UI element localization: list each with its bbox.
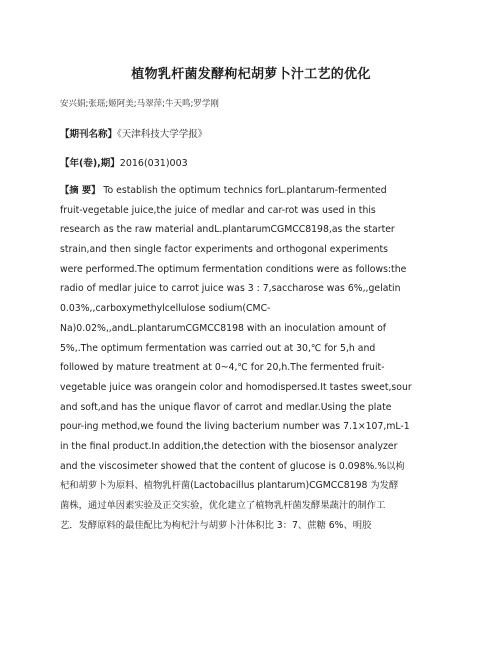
abstract-line	[60, 181, 446, 201]
journal-label: 【期刊名称】	[60, 129, 118, 140]
abstract-line: fruit-vegetable juice,the juice of medlar and car-rot was used in this	[60, 204, 376, 216]
journal-value: 《天津科技大学学报》	[117, 129, 208, 140]
abstract-line: strain,and then single factor experiments and orthogonal experiments	[60, 244, 388, 256]
abstract-line: and the viscosimeter showed that the content of glucose is 0.098%.%以枸	[60, 460, 405, 472]
abstract-line: radio of medlar juice to carrot juice was 3 : 7,saccharose was 6%,,gelatin	[60, 283, 401, 295]
abstract-label: 【摘 要】	[60, 185, 101, 196]
abstract-line-text: To establish the optimum technics forL.plantarum-fermented	[103, 185, 387, 196]
abstract-line: 菌株，通过单因素实验及正交实验，优化建立了植物乳杆菌发酵果蔬汁的制作工	[60, 500, 386, 511]
author-list: 安兴娟;张瑶;姬阿美;马翠萍;牛天鸣;罗学刚	[60, 99, 219, 109]
year-label: 【年(卷),期】	[60, 158, 120, 169]
abstract-line: in the final product.In addition,the detection with the biosensor analyzer	[60, 440, 398, 452]
abstract-line: 5%,.The optimum fermentation was carried out at 30,℃ for 5,h and	[60, 342, 376, 354]
abstract-line: Na)0.02%,,andL.plantarumCGMCC8198 with an inoculation amount of	[60, 322, 387, 334]
abstract-line: research as the raw material andL.plantarumCGMCC8198,as the starter	[60, 224, 395, 236]
year-info	[60, 155, 188, 169]
abstract-line: 艺．发酵原料的最佳配比为枸杞汁与胡萝卜汁体积比 3：7、蔗糖 6%、明胶	[60, 519, 372, 531]
abstract-line: vegetable juice was orangein color and homodispersed.It tastes sweet,sour	[60, 381, 412, 393]
year-value: 2016(031)003	[119, 158, 188, 169]
abstract-line: 杞和胡萝卜为原料、植物乳杆菌(Lactobacillus plantarum)CGMCC8198 为发酵	[60, 480, 399, 492]
abstract-line: and soft,and has the unique flavor of carrot and medlar.Using the plate	[60, 401, 392, 413]
abstract-line: pour-ing method,we found the living bacterium number was 7.1×107,mL-1	[60, 421, 410, 433]
journal-info	[60, 126, 207, 140]
abstract-line: followed by mature treatment at 0~4,℃ for 20,h.The fermented fruit-	[60, 362, 385, 374]
abstract-line: 0.03%,,carboxymethylcellulose sodium(CMC-	[60, 303, 271, 315]
abstract	[60, 181, 446, 535]
document-title: 植物乳杆菌发酵枸杞胡萝卜汁工艺的优化	[131, 67, 371, 82]
abstract-line: were performed.The optimum fermentation conditions were as follows:the	[60, 263, 407, 275]
